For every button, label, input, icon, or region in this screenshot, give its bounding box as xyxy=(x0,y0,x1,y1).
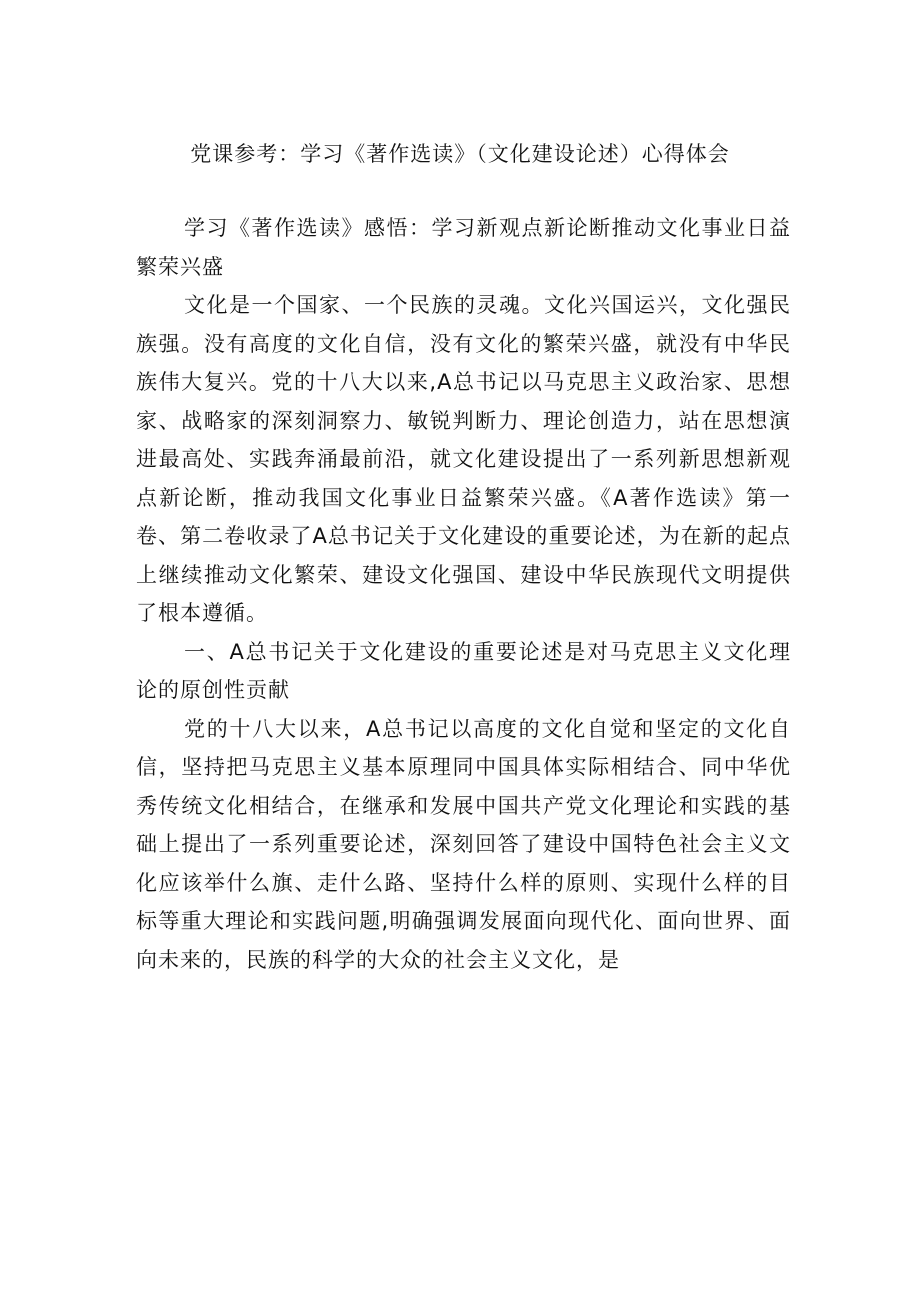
body-paragraph: 党的十八大以来，A总书记以高度的文化自觉和坚定的文化自信，坚持把马克思主义基本原理同中国具体实际相结合、同中华优秀传统文化相结合，在继承和发展中国共产党文化理论和实践的基础上提出了一系列重要论述，深刻回答了建设中国特色社会主义文化应该举什么旗、走什么路、坚持什么样的原则、实现什么样的目标等重大理论和实践问题,明确强调发展面向现代化、面向世界、面向未来的，民族的科学的大众的社会主义文化，是 xyxy=(136,716,791,972)
section-heading-intro: 学习《著作选读》感悟：学习新观点新论断推动文化事业日益繁荣兴盛 xyxy=(136,216,791,279)
body-paragraph: 文化是一个国家、一个民族的灵魂。文化兴国运兴，文化强民族强。没有高度的文化自信，没有文化的繁荣兴盛，就没有中华民族伟大复兴。党的十八大以来,A总书记以马克思主义政治家、思想家、战略家的深刻洞察力、敏锐判断力、理论创造力，站在思想演进最高处、实践奔涌最前沿，就文化建设提出了一系列新思想新观点新论断，推动我国文化事业日益繁荣兴盛。《A著作选读》第一卷、第二卷收录了A总书记关于文化建设的重要论述，为在新的起点上继续推动文化繁荣、建设文化强国、建设中华民族现代文明提供了根本遵循。 xyxy=(136,293,791,625)
document-body xyxy=(136,209,791,979)
document-title: 党课参考：学习《著作选读》（文化建设论述）心得体会 xyxy=(190,142,730,166)
section-heading-1: 一、A总书记关于文化建设的重要论述是对马克思主义文化理论的原创性贡献 xyxy=(136,639,791,702)
